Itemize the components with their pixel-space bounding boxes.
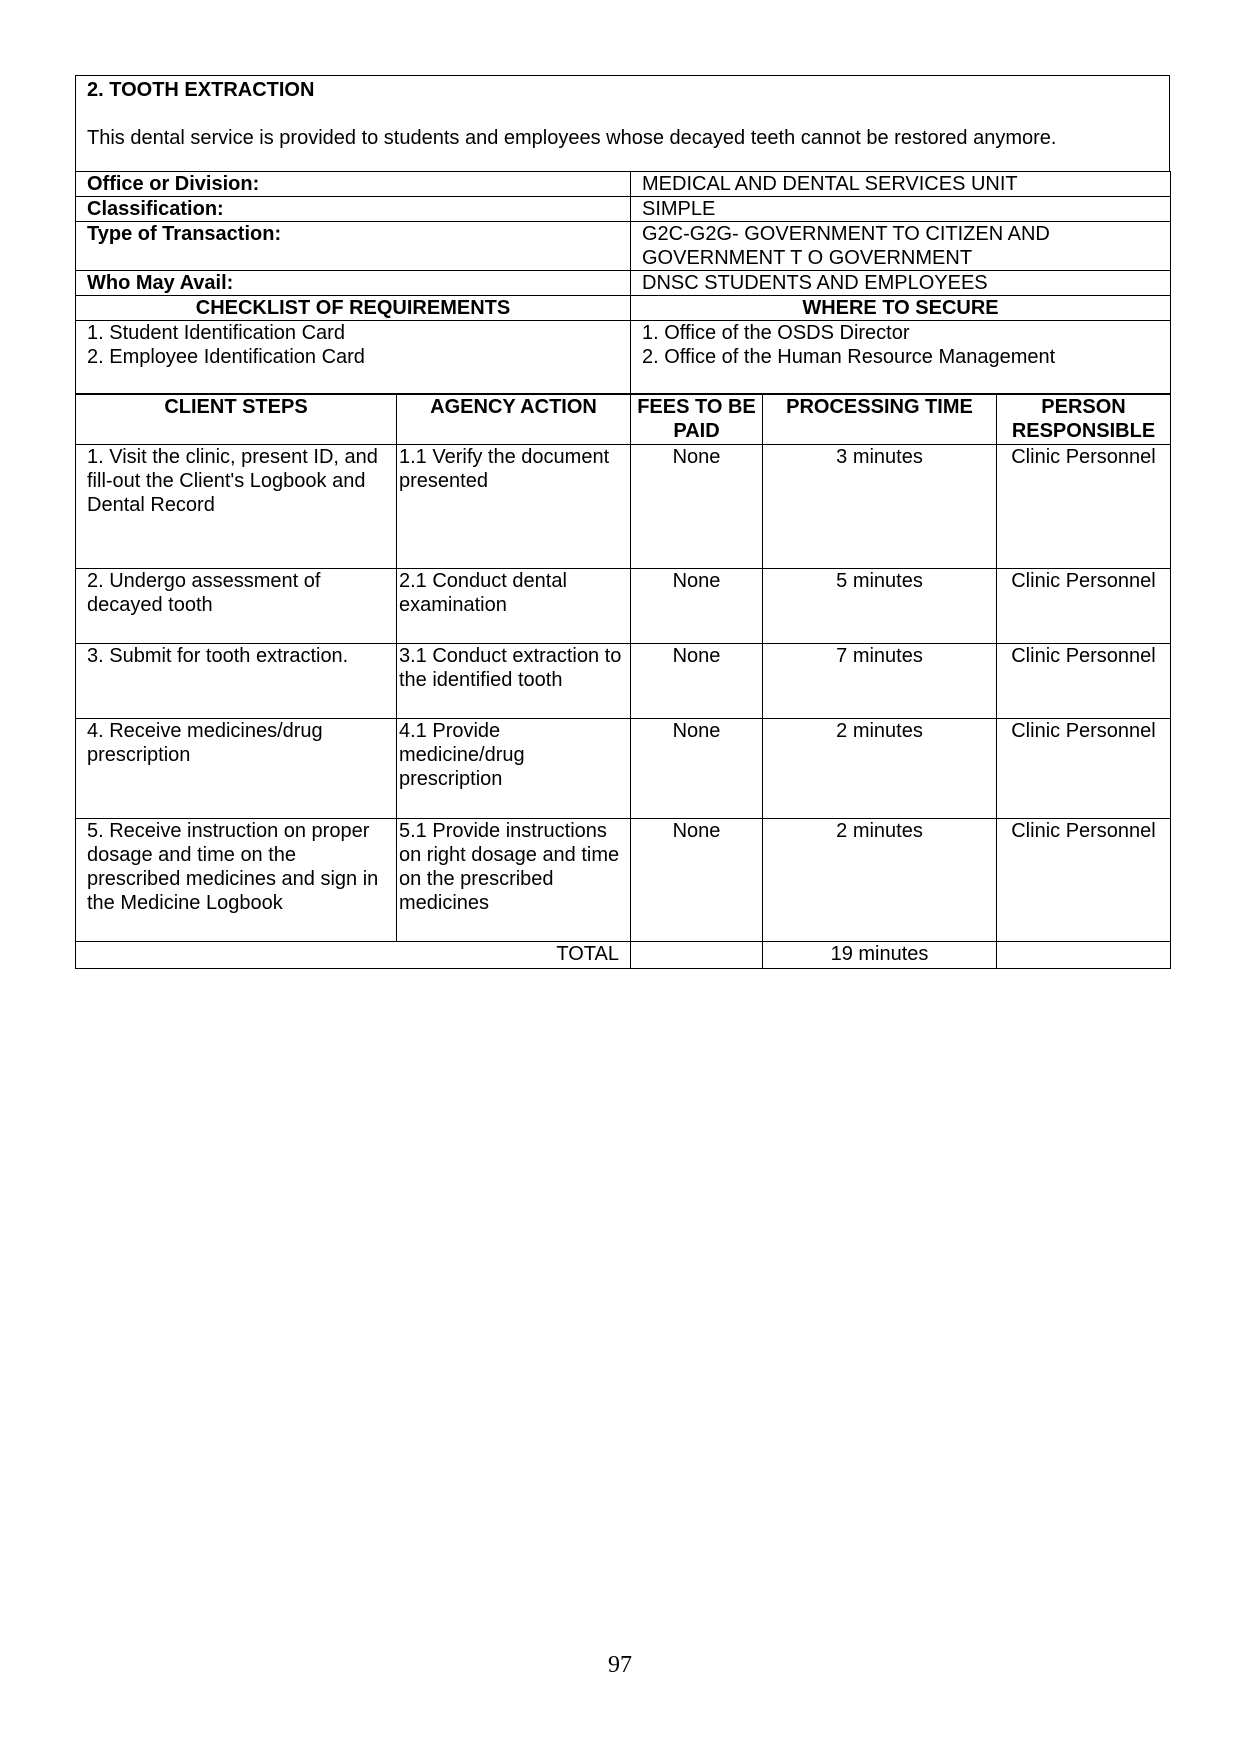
transaction-value-line2: GOVERNMENT T O GOVERNMENT [642, 247, 973, 269]
client-step: 4. Receive medicines/drug prescription [76, 719, 397, 819]
where-item: 1. Office of the OSDS Director [642, 322, 910, 344]
transaction-value [631, 222, 1171, 271]
total-row [76, 942, 1171, 969]
table-row [76, 819, 1171, 942]
info-row-transaction [76, 222, 1171, 271]
page-number: 97 [608, 1652, 632, 1678]
avail-label: Who May Avail: [76, 271, 631, 296]
person-responsible: Clinic Personnel [997, 819, 1171, 942]
requirements-list [76, 321, 631, 394]
header-processing-time: PROCESSING TIME [763, 395, 997, 445]
processing-time: 3 minutes [763, 445, 997, 569]
fee: None [631, 445, 763, 569]
header-agency-action: AGENCY ACTION [397, 395, 631, 445]
client-step: 1. Visit the clinic, present ID, and fill-out the Client's Logbook and Dental Record [76, 445, 397, 569]
person-responsible: Clinic Personnel [997, 644, 1171, 719]
info-row-avail [76, 271, 1171, 296]
classification-label: Classification: [76, 197, 631, 222]
client-steps-table [75, 394, 1171, 969]
fee: None [631, 644, 763, 719]
service-info-table [75, 171, 1171, 394]
section-header-box [75, 75, 1170, 172]
total-label: TOTAL [76, 942, 631, 969]
requirement-item: 2. Employee Identification Card [87, 346, 365, 368]
agency-action: 3.1 Conduct extraction to the identified tooth [397, 644, 631, 719]
fee: None [631, 569, 763, 644]
section-description: This dental service is provided to students and employees whose decayed teeth cannot be restored anymore. [87, 127, 1057, 149]
processing-time: 2 minutes [763, 819, 997, 942]
table-row [76, 719, 1171, 819]
total-time: 19 minutes [763, 942, 997, 969]
section-title: 2. TOOTH EXTRACTION [87, 79, 315, 101]
processing-time: 2 minutes [763, 719, 997, 819]
agency-action: 5.1 Provide instructions on right dosage and time on the prescribed medicines [397, 819, 631, 942]
office-label: Office or Division: [76, 172, 631, 197]
person-responsible: Clinic Personnel [997, 569, 1171, 644]
info-row-office [76, 172, 1171, 197]
header-client-steps: CLIENT STEPS [76, 395, 397, 445]
info-row-requirements [76, 321, 1171, 394]
agency-action: 2.1 Conduct dental examination [397, 569, 631, 644]
table-row [76, 445, 1171, 569]
person-responsible: Clinic Personnel [997, 719, 1171, 819]
info-row-classification [76, 197, 1171, 222]
table-row [76, 569, 1171, 644]
person-responsible: Clinic Personnel [997, 445, 1171, 569]
agency-action: 1.1 Verify the document presented [397, 445, 631, 569]
steps-header-row [76, 395, 1171, 445]
info-row-checklist-header [76, 296, 1171, 321]
processing-time: 7 minutes [763, 644, 997, 719]
total-fee [631, 942, 763, 969]
transaction-value-line1: G2C-G2G- GOVERNMENT TO CITIZEN AND [642, 223, 1050, 245]
table-row [76, 644, 1171, 719]
client-step: 5. Receive instruction on proper dosage and time on the prescribed medicines and sign in the Medicine Logbook [76, 819, 397, 942]
client-step: 2. Undergo assessment of decayed tooth [76, 569, 397, 644]
agency-action: 4.1 Provide medicine/drug prescription [397, 719, 631, 819]
total-person [997, 942, 1171, 969]
transaction-label: Type of Transaction: [76, 222, 631, 271]
where-header: WHERE TO SECURE [631, 296, 1171, 321]
office-value: MEDICAL AND DENTAL SERVICES UNIT [631, 172, 1171, 197]
header-fees: FEES TO BE PAID [631, 395, 763, 445]
classification-value: SIMPLE [631, 197, 1171, 222]
where-list [631, 321, 1171, 394]
avail-value: DNSC STUDENTS AND EMPLOYEES [631, 271, 1171, 296]
processing-time: 5 minutes [763, 569, 997, 644]
checklist-header: CHECKLIST OF REQUIREMENTS [76, 296, 631, 321]
requirement-item: 1. Student Identification Card [87, 322, 345, 344]
fee: None [631, 719, 763, 819]
fee: None [631, 819, 763, 942]
header-person-responsible: PERSON RESPONSIBLE [997, 395, 1171, 445]
where-item: 2. Office of the Human Resource Management [642, 346, 1056, 368]
client-step: 3. Submit for tooth extraction. [76, 644, 397, 719]
